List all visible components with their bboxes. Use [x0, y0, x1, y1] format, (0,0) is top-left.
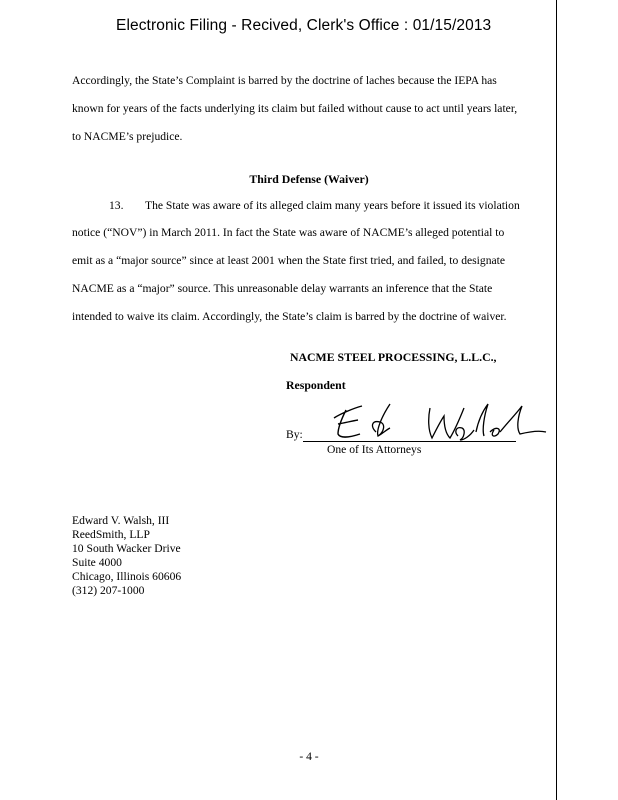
address-line: Chicago, Illinois 60606: [72, 570, 182, 584]
attorneys-caption: One of Its Attorneys: [327, 443, 422, 456]
margin-rule: [556, 0, 557, 800]
filing-stamp: Electronic Filing - Recived, Clerk's Office : 01/15/2013: [116, 17, 492, 34]
paragraph-line: Accordingly, the State’s Complaint is barred by the doctrine of laches because the IEPA has: [72, 74, 497, 87]
paragraph-line: notice (“NOV”) in March 2011. In fact the State was aware of NACME’s alleged potential to: [72, 226, 505, 239]
section-heading: Third Defense (Waiver): [249, 172, 369, 186]
address-line: 10 South Wacker Drive: [72, 542, 181, 556]
respondent-label: Respondent: [286, 378, 346, 392]
address-line: (312) 207-1000: [72, 584, 145, 598]
address-line: Suite 4000: [72, 556, 122, 570]
paragraph-line: The State was aware of its alleged claim many years before it issued its violation: [145, 199, 520, 212]
paragraph-line: emit as a “major source” since at least 2001 when the State first tried, and failed, to designate: [72, 254, 506, 267]
paragraph-line: intended to waive its claim. Accordingly, the State’s claim is barred by the doctrine of waiver.: [72, 310, 507, 323]
paragraph-line: NACME as a “major” source. This unreasonable delay warrants an inference that the State: [72, 282, 493, 295]
address-line: Edward V. Walsh, III: [72, 514, 170, 527]
paragraph-line: known for years of the facts underlying its claim but failed without cause to act until years later,: [72, 102, 518, 115]
page-number: - 4 -: [299, 750, 319, 763]
address-line: ReedSmith, LLP: [72, 528, 150, 542]
company-name: NACME STEEL PROCESSING, L.L.C.,: [290, 350, 497, 364]
paragraph-line: to NACME’s prejudice.: [72, 130, 183, 143]
paragraph-number: 13.: [109, 199, 124, 212]
attorney-address-block: [72, 514, 181, 599]
by-label: By:: [286, 428, 303, 441]
